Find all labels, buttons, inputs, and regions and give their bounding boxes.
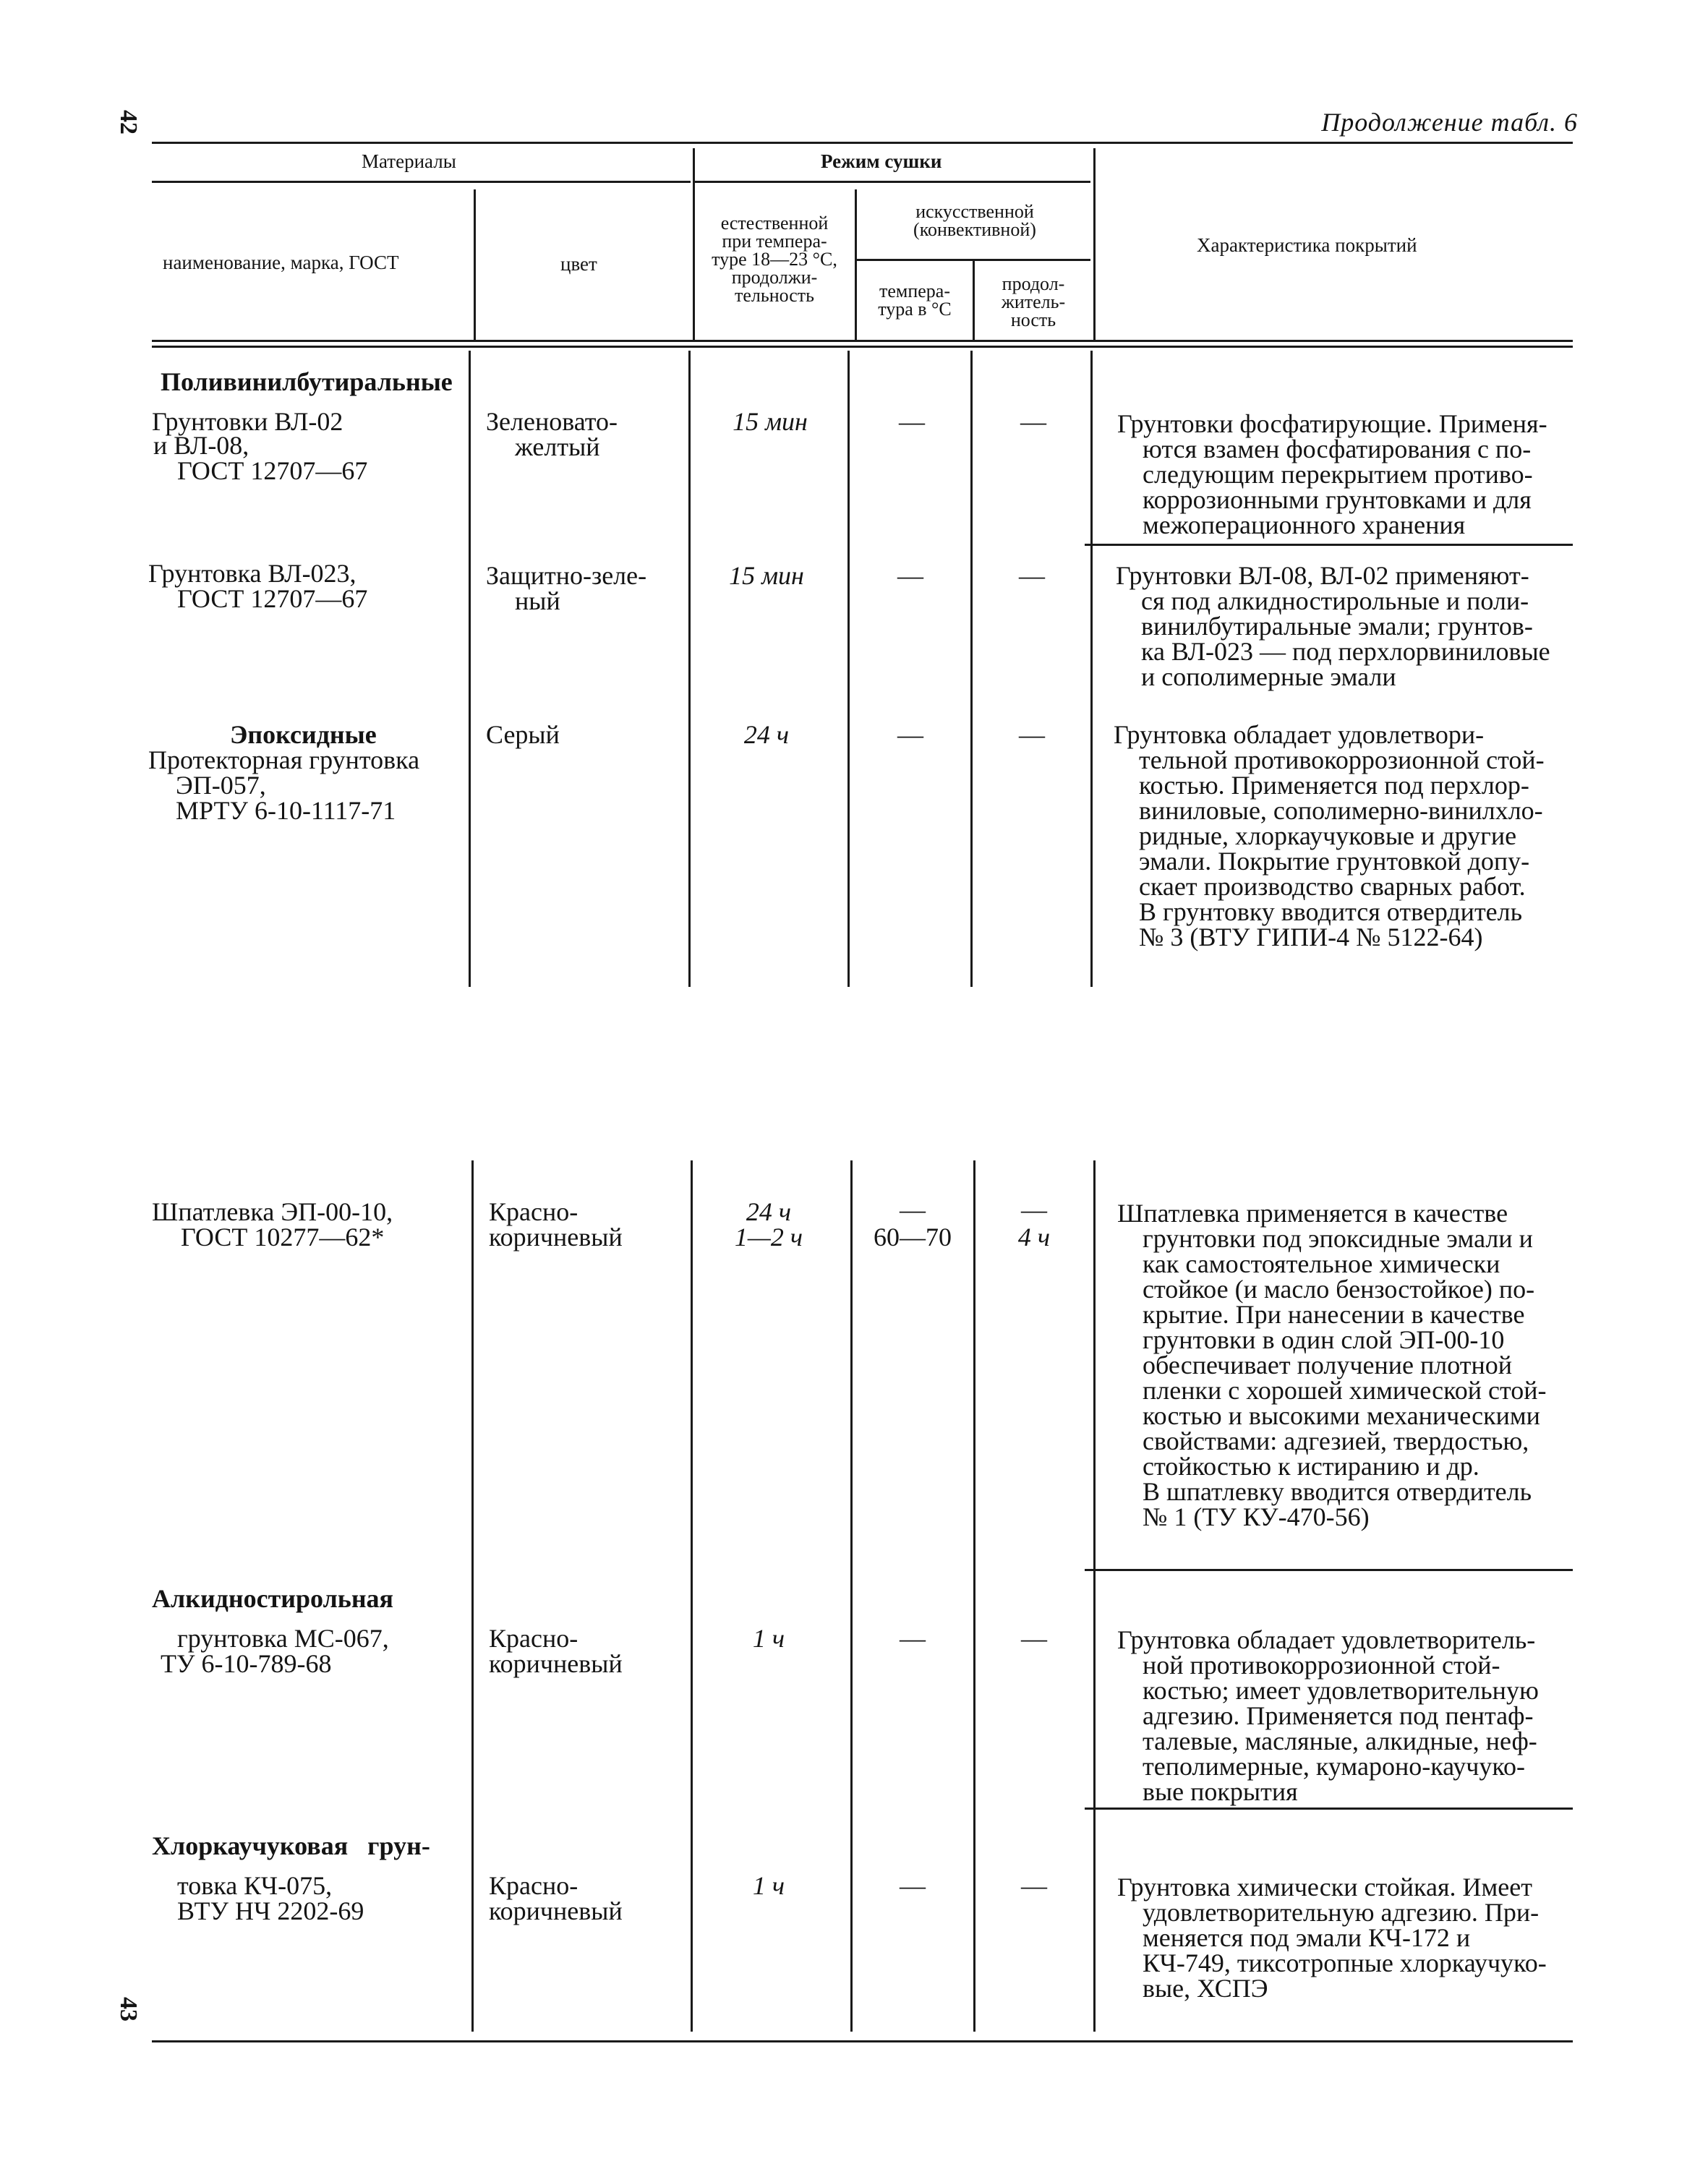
- drying-duration: —: [1021, 1871, 1047, 1900]
- drying-duration: 4 ч: [1017, 1223, 1051, 1252]
- color-line: Защитно-зеле-: [486, 561, 647, 590]
- header-natural-line: туре 18—23 °С,: [712, 249, 837, 270]
- natural-drying-time: 1—2 ч: [734, 1223, 803, 1252]
- drying-temperature: 60—70: [874, 1223, 952, 1252]
- page-number-right: 43: [115, 1997, 142, 2022]
- table-continuation-title: Продолжение табл. 6: [1321, 108, 1578, 137]
- characteristics-line: вые, ХСПЭ: [1143, 1974, 1268, 2003]
- header-duration-line: житель-: [1001, 291, 1066, 312]
- drying-duration: —: [1019, 720, 1045, 749]
- characteristics-line: и сополимерные эмали: [1141, 662, 1396, 691]
- header-temperature: [858, 282, 972, 318]
- characteristics-line: стойкое (и масло бензостойкое) по-: [1143, 1275, 1535, 1304]
- characteristics-line: № 1 (ТУ КУ-470-56): [1143, 1502, 1370, 1531]
- drying-temperature: —: [897, 561, 923, 590]
- color-line: Зеленовато-: [486, 407, 618, 436]
- header-characteristics: Характеристика покрытий: [1197, 234, 1417, 256]
- characteristics-line: костью и высокими механическими: [1143, 1401, 1540, 1430]
- characteristics-line: ридные, хлоркаучуковые и другие: [1139, 821, 1517, 850]
- drying-temperature: —: [900, 1624, 926, 1653]
- material-name-line: ТУ 6-10-789-68: [161, 1649, 332, 1678]
- page-number-left: 42: [115, 110, 142, 134]
- header-natural-line: продолжи-: [731, 267, 818, 288]
- header-duration-line: продол-: [1002, 273, 1065, 294]
- header-name: наименование, марка, ГОСТ: [163, 252, 399, 273]
- characteristics-line: коррозионными грунтовками и для: [1143, 485, 1532, 514]
- natural-drying-time: 15 мин: [733, 407, 808, 436]
- characteristics-line: костью; имеет удовлетворительную: [1143, 1676, 1539, 1705]
- color-line: желтый: [515, 432, 600, 461]
- color-line: Красно-: [489, 1624, 578, 1653]
- drying-duration: —: [1021, 1195, 1047, 1224]
- header-natural: [696, 214, 853, 304]
- natural-drying-time: 15 мин: [729, 561, 804, 590]
- material-name-line: и ВЛ-08,: [153, 431, 249, 460]
- characteristics-line: Грунтовки фосфатирующие. Применя-: [1117, 409, 1547, 438]
- color-line: коричневый: [489, 1896, 623, 1925]
- characteristics-line: Грунтовка обладает удовлетвори-: [1114, 720, 1485, 749]
- characteristics-line: КЧ-749, тиксотропные хлоркаучуко-: [1143, 1948, 1547, 1977]
- characteristics-line: теполимерные, кумароно-каучуко-: [1143, 1752, 1526, 1781]
- header-drying-mode: Режим сушки: [821, 150, 942, 172]
- drying-temperature: —: [900, 1871, 926, 1900]
- header-temperature-line: тура в °С: [878, 299, 952, 320]
- characteristics-line: В шпатлевку вводится отвердитель: [1143, 1477, 1532, 1506]
- material-name-line: Протекторная грунтовка: [148, 745, 420, 774]
- color-line: Серый: [486, 720, 560, 749]
- color-line: коричневый: [489, 1649, 623, 1678]
- natural-drying-time: 24 ч: [746, 1197, 792, 1226]
- material-name-line: ГОСТ 12707—67: [177, 456, 368, 485]
- material-name-line: ЭП-057,: [176, 771, 266, 800]
- characteristics-line: виниловые, сополимерно-винилхло-: [1139, 796, 1543, 825]
- material-name-line: Грунтовки ВЛ-02: [152, 407, 343, 436]
- characteristics-line: свойствами: адгезией, твердостью,: [1143, 1426, 1529, 1455]
- characteristics-line: адгезию. Применяется под пентаф-: [1143, 1701, 1534, 1730]
- characteristics-line: крытие. При нанесении в качестве: [1143, 1300, 1525, 1329]
- characteristics-line: костью. Применяется под перхлор-: [1139, 771, 1529, 800]
- characteristics-line: Шпатлевка применяется в качестве: [1117, 1199, 1508, 1228]
- header-natural-line: тельность: [734, 285, 815, 306]
- drying-temperature: —: [900, 1195, 926, 1224]
- characteristics-line: винилбутиральные эмали; грунтов-: [1141, 612, 1533, 641]
- group-heading: Поливинилбутиральные: [161, 367, 453, 396]
- header-color: цвет: [560, 253, 597, 275]
- header-natural-line: естественной: [720, 213, 829, 234]
- characteristics-line: В грунтовку вводится отвердитель: [1139, 897, 1523, 926]
- characteristics-line: грунтовки в один слой ЭП-00-10: [1143, 1325, 1505, 1354]
- characteristics-line: ся под алкидностирольные и поли-: [1141, 586, 1529, 615]
- drying-temperature: —: [899, 407, 925, 436]
- drying-temperature: —: [897, 720, 923, 749]
- characteristics-line: вые покрытия: [1143, 1777, 1298, 1806]
- characteristics-line: обеспечивает получение плотной: [1143, 1351, 1512, 1379]
- material-name-line: грунтовка МС-067,: [177, 1624, 389, 1653]
- header-artificial: [858, 202, 1092, 239]
- characteristics-line: межоперационного хранения: [1143, 510, 1466, 539]
- characteristics-line: Грунтовка обладает удовлетворитель-: [1117, 1625, 1536, 1654]
- characteristics-line: № 3 (ВТУ ГИПИ-4 № 5122-64): [1139, 923, 1483, 951]
- natural-drying-time: 1 ч: [752, 1624, 785, 1653]
- characteristics-line: Грунтовка химически стойкая. Имеет: [1117, 1873, 1532, 1901]
- characteristics-line: меняется под эмали КЧ-172 и: [1143, 1923, 1471, 1952]
- group-heading: Хлоркаучуковая грун-: [152, 1831, 430, 1860]
- characteristics-line: скает производство сварных работ.: [1139, 872, 1526, 901]
- characteristics-line: стойкостью к истиранию и др.: [1143, 1452, 1479, 1481]
- characteristics-line: ются взамен фосфатирования с по-: [1143, 435, 1532, 463]
- color-line: коричневый: [489, 1223, 623, 1252]
- characteristics-line: эмали. Покрытие грунтовкой допу-: [1139, 847, 1530, 876]
- drying-duration: —: [1021, 1624, 1047, 1653]
- characteristics-line: пленки с хорошей химической стой-: [1143, 1376, 1547, 1405]
- group-heading: Алкидностирольная: [152, 1584, 394, 1613]
- characteristics-line: тельной противокоррозионной стой-: [1139, 745, 1545, 774]
- color-line: ный: [515, 586, 560, 615]
- header-artificial-line: (конвективной): [913, 219, 1036, 240]
- material-name-line: МРТУ 6-10-1117-71: [176, 796, 396, 825]
- characteristics-line: Грунтовки ВЛ-08, ВЛ-02 применяют-: [1116, 561, 1529, 590]
- color-line: Красно-: [489, 1871, 578, 1900]
- characteristics-line: удовлетворительную адгезию. При-: [1143, 1898, 1540, 1927]
- characteristics-line: следующим перекрытием противо-: [1143, 460, 1533, 489]
- material-name-line: товка КЧ-075,: [177, 1871, 333, 1900]
- color-line: Красно-: [489, 1197, 578, 1226]
- header-duration: [975, 275, 1091, 329]
- material-name-line: Грунтовка ВЛ-023,: [148, 559, 356, 588]
- material-name-line: ГОСТ 10277—62*: [181, 1223, 385, 1252]
- material-name-line: ВТУ НЧ 2202-69: [177, 1896, 364, 1925]
- header-natural-line: при темпера-: [722, 231, 827, 252]
- characteristics-line: талевые, масляные, алкидные, неф-: [1143, 1727, 1537, 1755]
- natural-drying-time: 1 ч: [752, 1871, 785, 1900]
- header-temperature-line: темпера-: [879, 281, 950, 301]
- drying-duration: —: [1020, 407, 1046, 436]
- header-artificial-line: искусственной: [915, 201, 1034, 222]
- natural-drying-time: 24 ч: [743, 720, 790, 749]
- characteristics-line: грунтовки под эпоксидные эмали и: [1143, 1224, 1533, 1253]
- characteristics-line: как самостоятельное химически: [1143, 1249, 1500, 1278]
- drying-duration: —: [1019, 561, 1045, 590]
- characteristics-line: ка ВЛ-023 — под перхлорвиниловые: [1141, 637, 1550, 666]
- header-duration-line: ность: [1010, 309, 1056, 330]
- header-materials: Материалы: [362, 150, 456, 172]
- group-heading: Эпоксидные: [230, 720, 377, 749]
- material-name-line: ГОСТ 12707—67: [177, 584, 368, 613]
- characteristics-line: ной противокоррозионной стой-: [1143, 1651, 1500, 1680]
- material-name-line: Шпатлевка ЭП-00-10,: [152, 1197, 393, 1226]
